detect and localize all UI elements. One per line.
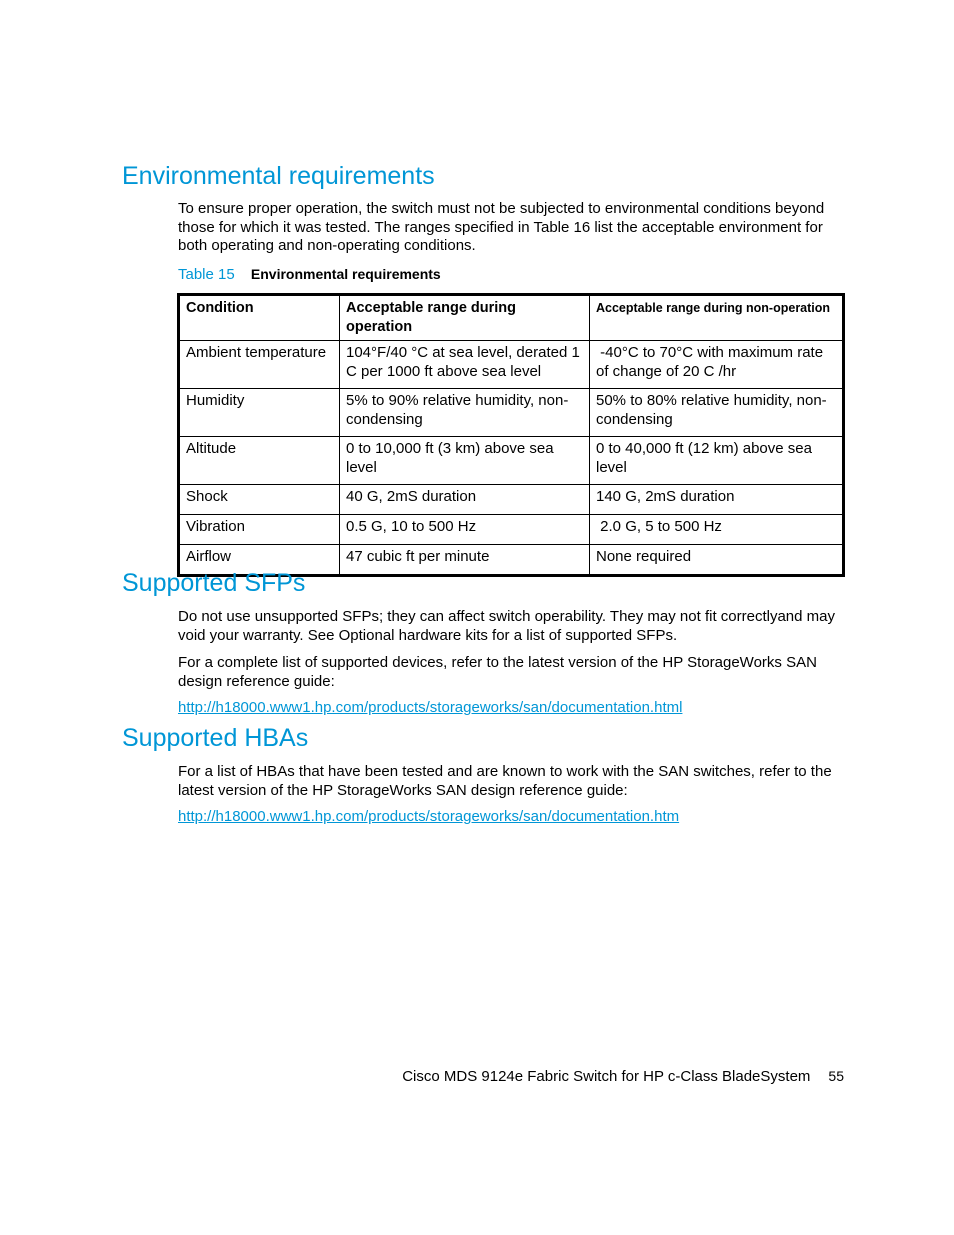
sfps-paragraph-2: For a complete list of supported devices, refer to the latest version of the HP StorageWorks SAN design reference guide: bbox=[178, 654, 817, 690]
table-row bbox=[179, 389, 844, 437]
cell-non-operation: None required bbox=[590, 545, 844, 576]
table-header-row bbox=[179, 295, 844, 341]
cell-condition: Vibration bbox=[179, 515, 340, 545]
cell-non-operation: 50% to 80% relative humidity, non-condensing bbox=[590, 389, 844, 437]
page-footer bbox=[0, 1066, 844, 1087]
sfps-heading: Supported SFPs bbox=[122, 569, 306, 597]
table-caption bbox=[178, 265, 441, 284]
cell-operation: 47 cubic ft per minute bbox=[340, 545, 590, 576]
cell-non-operation: 2.0 G, 5 to 500 Hz bbox=[590, 515, 844, 545]
hbas-heading: Supported HBAs bbox=[122, 724, 309, 752]
header-non-operation: Acceptable range during non-operation bbox=[590, 295, 844, 341]
cell-condition: Ambient temperature bbox=[179, 341, 340, 389]
cell-operation: 40 G, 2mS duration bbox=[340, 485, 590, 515]
cell-operation: 5% to 90% relative humidity, non-condensing bbox=[340, 389, 590, 437]
page-number: 55 bbox=[828, 1068, 844, 1084]
footer-title: Cisco MDS 9124e Fabric Switch for HP c-Class BladeSystem bbox=[402, 1068, 811, 1085]
table-row bbox=[179, 515, 844, 545]
cell-non-operation: -40°C to 70°C with maximum rate of change of 20 C /hr bbox=[590, 341, 844, 389]
table-caption-title: Environmental requirements bbox=[250, 266, 441, 282]
cell-non-operation: 140 G, 2mS duration bbox=[590, 485, 844, 515]
env-intro-paragraph: To ensure proper operation, the switch must not be subjected to environmental conditions beyond those for which it was tested. The ranges specified in Table 16 list the acceptable environment for both operating and non-operating conditions. bbox=[178, 200, 825, 254]
table-row bbox=[179, 437, 844, 485]
cell-condition: Humidity bbox=[179, 389, 340, 437]
cell-condition: Altitude bbox=[179, 437, 340, 485]
cell-non-operation: 0 to 40,000 ft (12 km) above sea level bbox=[590, 437, 844, 485]
environmental-requirements-table bbox=[177, 293, 845, 577]
cell-operation: 104°F/40 °C at sea level, derated 1 C per 1000 ft above sea level bbox=[340, 341, 590, 389]
header-condition: Condition bbox=[179, 295, 340, 341]
cell-condition: Shock bbox=[179, 485, 340, 515]
table-caption-number: 15 bbox=[218, 266, 235, 283]
env-heading: Environmental requirements bbox=[122, 162, 435, 190]
table-row bbox=[179, 341, 844, 389]
sfps-paragraph-1: Do not use unsupported SFPs; they can affect switch operability. They may not fit correctlyand may void your warranty. See Optional hardware kits for a list of supported SFPs. bbox=[178, 608, 835, 644]
sfps-documentation-link[interactable]: http://h18000.www1.hp.com/products/storageworks/san/documentation.html bbox=[178, 699, 683, 716]
hbas-documentation-link[interactable]: http://h18000.www1.hp.com/products/storageworks/san/documentation.htm bbox=[178, 808, 680, 825]
cell-condition: Airflow bbox=[179, 545, 340, 576]
header-operation: Acceptable range during operation bbox=[340, 295, 590, 341]
hbas-paragraph-1: For a list of HBAs that have been tested and are known to work with the SAN switches, refer to the latest version of the HP StorageWorks SAN design reference guide: bbox=[178, 763, 832, 799]
cell-operation: 0.5 G, 10 to 500 Hz bbox=[340, 515, 590, 545]
table-caption-label: Table bbox=[178, 266, 214, 283]
table-row bbox=[179, 485, 844, 515]
cell-operation: 0 to 10,000 ft (3 km) above sea level bbox=[340, 437, 590, 485]
